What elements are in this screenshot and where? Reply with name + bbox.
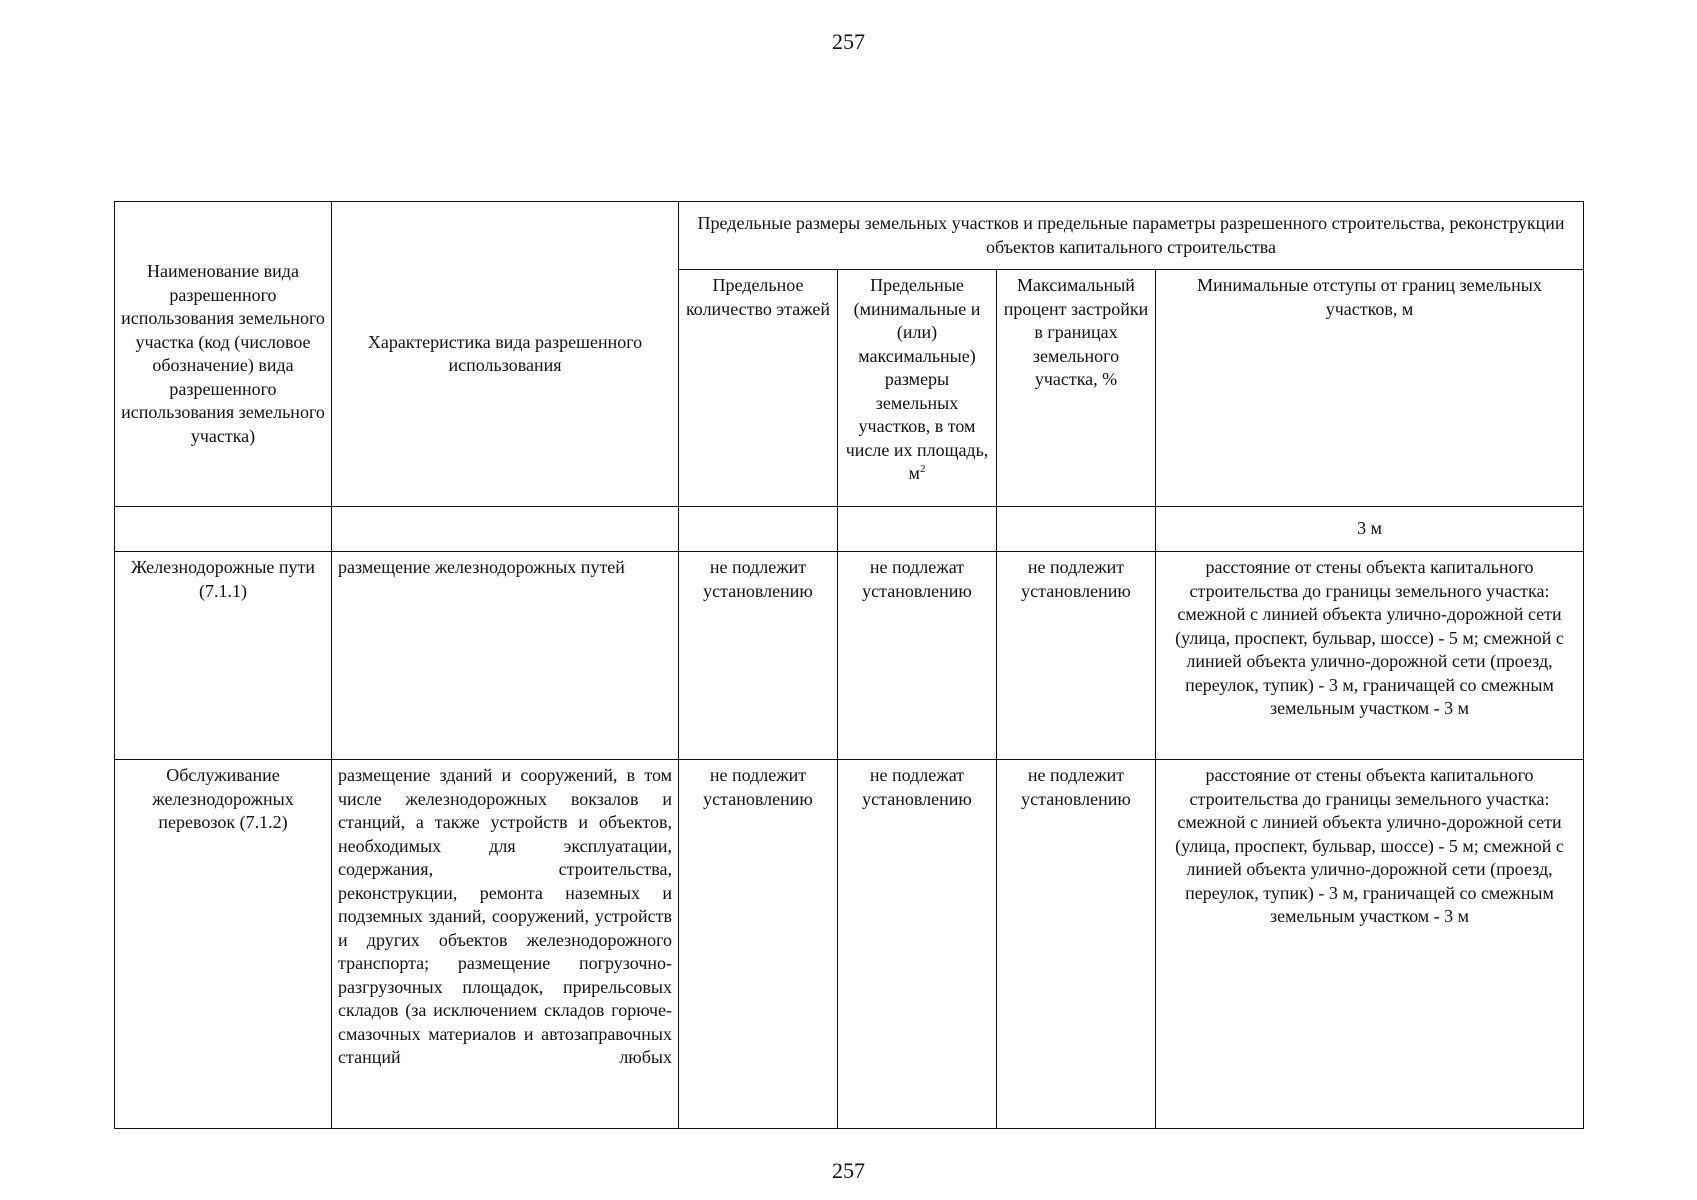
- table-row: [115, 760, 1584, 1129]
- header-plot-sizes-superscript: 2: [919, 463, 926, 475]
- cell-plot-sizes: [838, 507, 997, 552]
- cell-name: Обслуживание железнодорожных перевозок (7.1.2): [115, 760, 332, 1129]
- header-characteristic: Характеристика вида разрешенного использования: [332, 202, 679, 507]
- cell-setbacks: расстояние от стены объекта капитального строительства до границы земельного участка: смежной с линией объекта улично-дорожной сети (улица, проспект, бульвар, шоссе) - 5 м; смежной с линией объекта улично-дорожной сети (проезд, переулок, тупик) - 3 м, граничащей со смежным земельным участком - 3 м: [1156, 760, 1584, 1129]
- cell-floors: не подлежит установлению: [679, 760, 838, 1129]
- cell-floors: не подлежит установлению: [679, 552, 838, 760]
- header-plot-sizes: [838, 270, 997, 507]
- table-row: [115, 507, 1584, 552]
- cell-coverage: [997, 507, 1156, 552]
- header-limits-group: Предельные размеры земельных участков и предельные параметры разрешенного строительства, реконструкции объектов капитального строительства: [679, 202, 1584, 270]
- table-row: [115, 552, 1584, 760]
- page-number-bottom: 257: [832, 1158, 865, 1183]
- land-use-regulations-table: [114, 201, 1584, 1129]
- cell-characteristic: [332, 507, 679, 552]
- cell-name: Железнодорожные пути (7.1.1): [115, 552, 332, 760]
- page-number-top: 257: [832, 29, 865, 54]
- cell-plot-sizes: не подлежат установлению: [838, 760, 997, 1129]
- header-floors: Предельное количество этажей: [679, 270, 838, 507]
- cell-plot-sizes: не подлежат установлению: [838, 552, 997, 760]
- cell-name: [115, 507, 332, 552]
- header-coverage: Максимальный процент застройки в границах земельного участка, %: [997, 270, 1156, 507]
- cell-setbacks: 3 м: [1156, 507, 1584, 552]
- cell-floors: [679, 507, 838, 552]
- cell-coverage: не подлежит установлению: [997, 760, 1156, 1129]
- cell-coverage: не подлежит установлению: [997, 552, 1156, 760]
- header-plot-sizes-text: Предельные (минимальные и (или) максимальные) размеры земельных участков, в том числе их площадь, м: [845, 275, 989, 483]
- header-setbacks: Минимальные отступы от границ земельных участков, м: [1156, 270, 1584, 507]
- header-row-top: [115, 202, 1584, 270]
- cell-setbacks: расстояние от стены объекта капитального строительства до границы земельного участка: смежной с линией объекта улично-дорожной сети (улица, проспект, бульвар, шоссе) - 5 м; смежной с линией объекта улично-дорожной сети (проезд, переулок, тупик) - 3 м, граничащей со смежным земельным участком - 3 м: [1156, 552, 1584, 760]
- header-name: Наименование вида разрешенного использования земельного участка (код (числовое обозначение) вида разрешенного использования земельного участка): [115, 202, 332, 507]
- cell-characteristic: размещение железнодорожных путей: [332, 552, 679, 760]
- cell-characteristic: размещение зданий и сооружений, в том числе железнодорожных вокзалов и станций, а также устройств и объектов, необходимых для эксплуатации, содержания, строительства, реконструкции, ремонта наземных и подземных зданий, сооружений, устройств и других объектов железнодорожного транспорта; размещение погрузочно-разгрузочных площадок, прирельсовых складов (за исключением складов горюче-смазочных материалов и автозаправочных станций любых: [332, 760, 679, 1129]
